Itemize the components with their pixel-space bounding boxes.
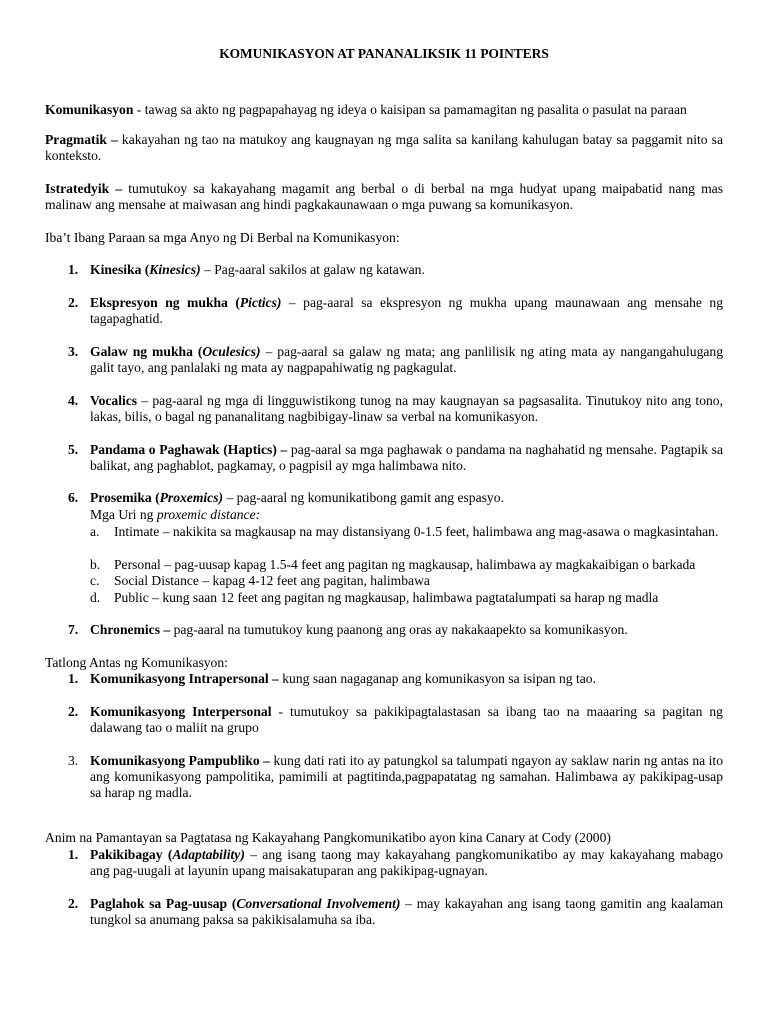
proxemic-type-intimate: a. Intimate – nakikita sa magkausap na may distansiyang 0-1.5 feet, halimbawa ang mag-asawa o magkasintahan. bbox=[90, 524, 719, 539]
level-item-intrapersonal: 1. Komunikasyong Intrapersonal – kung saan nagaganap ang komunikasyon sa isipan ng tao. bbox=[68, 671, 596, 686]
level-item-pampubliko: 3. Komunikasyong Pampubliko – kung dati rati ito ay patungkol sa talumpati ngayon ay saklaw narin ng antas na ito ang komunikasyong pampolitika, pamimili at pagtitinda,pagpapatatag ng samahan. Halimbawa ay pakikipag-usap sa harap ng madla. bbox=[68, 753, 723, 800]
standard-item-involvement: 2. Paglahok sa Pag-uusap (Conversational Involvement) – may kakayahan ang isang taong gamitin ang kaalaman tungkol sa anumang paksa sa pakikisalamuha sa iba. bbox=[68, 896, 724, 927]
document-title: KOMUNIKASYON AT PANANALIKSIK 11 POINTERS bbox=[219, 46, 549, 61]
nonverbal-heading: Iba’t Ibang Paraan sa mga Anyo ng Di Berbal na Komunikasyon: bbox=[45, 230, 400, 245]
proxemic-intro: Mga Uri ng proxemic distance: bbox=[90, 507, 261, 522]
standards-heading: Anim na Pamantayan sa Pagtatasa ng Kakayahang Pangkomunikatibo ayon kina Canary at Cody (2000) bbox=[45, 830, 611, 845]
definition-komunikasyon: Komunikasyon - tawag sa akto ng pagpapahayag ng ideya o kaisipan sa pamamagitan ng pasalita o pasulat na paraan bbox=[45, 102, 687, 117]
nonverbal-item-vocalics: 4. Vocalics – pag-aaral ng mga di lingguwistikong tunog na may kaugnayan sa pagsasalita. Tinutukoy nito ang tono, lakas, bilis, o bagal ng pananalitang nagbibigay-linaw sa verbal na komunikasyon. bbox=[68, 393, 723, 424]
proxemic-type-public: d. Public – kung saan 12 feet ang pagitan ng magkausap, halimbawa pagtatalumpati sa harap ng madla bbox=[90, 590, 659, 605]
definition-pragmatik: Pragmatik – kakayahan ng tao na matukoy ang kaugnayan ng mga salita sa kanilang kahulugan batay sa paggamit nito sa konteksto. bbox=[45, 132, 723, 163]
standard-item-adaptability: 1. Pakikibagay (Adaptability) – ang isang taong may kakayahang pangkomunikatibo ay may kakayahang mabago ang pag-uugali at layunin upang maisakatuparan ang pakikipag-ugnayan. bbox=[68, 847, 723, 878]
proxemic-type-social: c. Social Distance – kapag 4-12 feet ang pagitan, halimbawa bbox=[90, 573, 430, 588]
nonverbal-item-chronemics: 7. Chronemics – pag-aaral na tumutukoy kung paanong ang oras ay nakakaapekto sa komunikasyon. bbox=[68, 622, 628, 637]
nonverbal-item-galaw: 3. Galaw ng mukha (Oculesics) – pag-aaral sa galaw ng mata; ang panlilisik ng ating mata ay nangangahulugang galit tayo, ang panlalaki ng mata ay nagpapahiwatig ng pagkagulat. bbox=[68, 344, 724, 375]
nonverbal-item-prosemika: 6. Prosemika (Proxemics) – pag-aaral ng komunikatibong gamit ang espasyo. bbox=[68, 490, 504, 505]
nonverbal-item-ekspresyon: 2. Ekspresyon ng mukha (Pictics) – pag-aaral sa ekspresyon ng mukha upang maunawaan ang mensahe ng tagapaghatid. bbox=[68, 295, 724, 326]
proxemic-type-personal: b. Personal – pag-uusap kapag 1.5-4 feet ang pagitan ng magkausap, halimbawa ay magkakaibigan o barkada bbox=[90, 557, 696, 572]
level-item-interpersonal: 2. Komunikasyong Interpersonal - tumutukoy sa pakikipagtalastasan sa ibang tao na maaaring sa pagitan ng dalawang tao o maliit na grupo bbox=[68, 704, 723, 735]
nonverbal-item-kinesika: 1. Kinesika (Kinesics) – Pag-aaral sakilos at galaw ng katawan. bbox=[68, 262, 425, 277]
levels-heading: Tatlong Antas ng Komunikasyon: bbox=[45, 655, 228, 670]
nonverbal-item-haptics: 5. Pandama o Paghawak (Haptics) – pag-aaral sa mga paghawak o pandama na naghahatid ng mensahe. Pagtapik sa balikat, ang paghablot, pagkamay, o pagpisil ay mga halimbawa nito. bbox=[68, 442, 723, 473]
definition-istratedyik: Istratedyik – tumutukoy sa kakayahang magamit ang berbal o di berbal na mga hudyat upang maipabatid nang mas malinaw ang mensahe at maiwasan ang hindi pagkakaunawaan o mga puwang sa komunikasyon. bbox=[45, 181, 723, 212]
